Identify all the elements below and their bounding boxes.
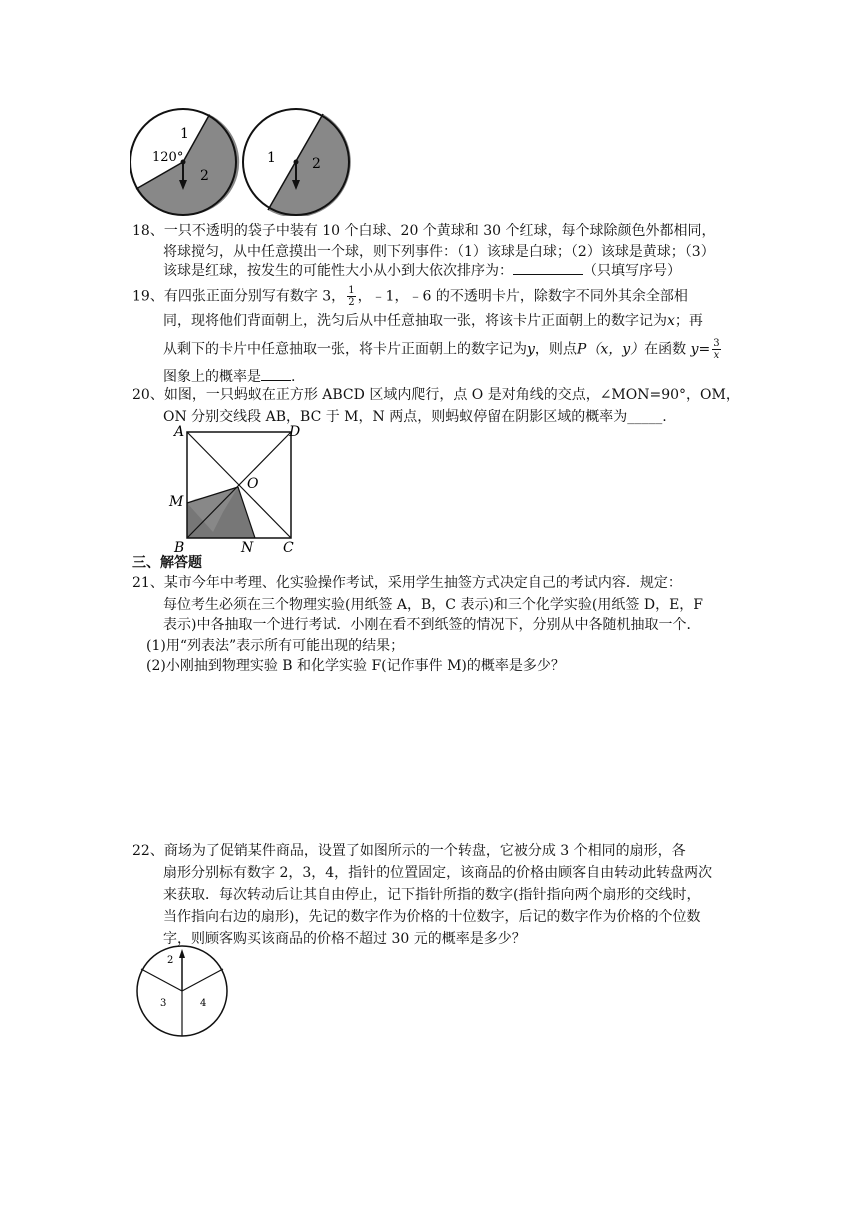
q18-line2: 将球搅匀，从中任意摸出一个球，则下列事件：（1）该球是白球；（2）该球是黄球；（3） (163, 244, 715, 260)
q22-line2: 扇形分别标有数字 2，3，4，指针的位置固定，该商品的价格由顾客自由转动此转盘两次 (163, 865, 713, 881)
q19-func-eq: = (698, 341, 711, 358)
q21-line4: (1)用“列表法”表示所有可能出现的结果； (146, 638, 405, 654)
q19-text-2b: ；再 (674, 313, 703, 329)
q18-text-1: 一只不透明的袋子中装有 10 个白球、20 个黄球和 30 个红球，每个球除颜色外都相同， (163, 223, 716, 239)
q22-line4: 当作指向右边的扇形)，先记的数字作为价格的十位数字，后记的数字作为价格的个位数 (163, 909, 701, 925)
sector-label-4: 4 (200, 998, 207, 1009)
section-heading: 三、解答题 (132, 555, 202, 571)
square-figure (165, 422, 305, 554)
q20-text-2-end: . (662, 409, 667, 425)
q19-line1 (132, 285, 688, 308)
q22-line5: 字，则顾客购买该商品的价格不超过 30 元的概率是多少？ (163, 931, 526, 947)
q19-func-fraction (712, 338, 720, 361)
label-D: D (289, 424, 301, 440)
q22-line3: 来获取．每次转动后让其自由停止，记下指针所指的数字(指针指向两个扇形的交线时， (163, 887, 701, 903)
label-B: B (174, 540, 185, 554)
q19-line3 (163, 338, 723, 361)
q19-text-4: 图象上的概率是 (163, 369, 261, 385)
right-spinner (243, 109, 351, 216)
q21-number: 21、 (132, 575, 164, 591)
label-C: C (283, 540, 294, 554)
spinner-figures (130, 104, 355, 216)
q18-text-3: 该球是红球，按发生的可能性大小从小到大依次排序为： (163, 263, 513, 279)
q19-text-3a: 从剩下的卡片中任意抽取一张，将卡片正面朝上的数字记为 (163, 341, 527, 358)
sector-label-3: 3 (160, 998, 167, 1009)
q19-var-x: x (667, 313, 675, 329)
q22-text-1: 商场为了促销某件商品，设置了如图所示的一个转盘，它被分成 3 个相同的扇形，各 (163, 843, 686, 859)
q19-point: P（x，y） (576, 341, 645, 358)
q19-fraction (347, 285, 355, 308)
q22-number: 22、 (132, 843, 164, 859)
q19-text-3b: ，则点 (534, 341, 577, 358)
left-label-1: 1 (180, 126, 189, 142)
q18-answer-blank[interactable] (513, 260, 583, 275)
q22-line1 (132, 840, 686, 862)
q21-text-1: 某市今年中考理、化实验操作考试，采用学生抽签方式决定自己的考试内容．规定： (163, 575, 682, 591)
q19-func-y: y (690, 341, 699, 358)
angle-label: 120° (152, 150, 184, 165)
q18-line3 (163, 260, 681, 282)
q18-number: 18、 (132, 223, 164, 239)
label-M: M (169, 494, 184, 510)
q19-text-4-end: . (291, 369, 296, 385)
left-label-2: 2 (200, 168, 209, 184)
q21-line3: 表示)中各抽取一个进行考试．小刚在看不到纸签的情况下，分别从中各随机抽取一个． (163, 617, 701, 633)
q21-line2: 每位考生必须在三个物理实验(用纸签 A，B，C 表示)和三个化学实验(用纸签 D，E，F (163, 597, 704, 613)
label-N: N (241, 540, 254, 554)
q19-text-2a: 同，现将他们背面朝上，洗匀后从中任意抽取一张，将该卡片正面朝上的数字记为 (163, 313, 667, 329)
q18-text-3b: （只填写序号） (583, 263, 681, 279)
sector-label-2: 2 (167, 955, 174, 966)
left-spinner (130, 105, 239, 215)
q19-frac-den: 2 (348, 297, 355, 308)
q21-line1 (132, 572, 682, 594)
q20-text-2a: ON 分别交线段 AB，BC 于 M，N 两点，则蚂蚁停留在阴影区域的概率为 (163, 409, 628, 425)
q19-func-den: x (713, 350, 720, 361)
label-A: A (174, 424, 185, 440)
q19-answer-blank[interactable] (261, 366, 291, 381)
q19-text-3c: 在函数 (644, 341, 687, 358)
right-label-2: 2 (312, 156, 321, 172)
label-O: O (247, 476, 259, 492)
q20-answer-blank[interactable]: _____ (627, 409, 663, 425)
q18-line1 (132, 220, 716, 242)
q20-line1 (132, 384, 740, 406)
q19-text-1b: ，﹣1，﹣6 的不透明卡片，除数字不同外其余全部相 (357, 288, 688, 305)
q19-frac-num: 1 (348, 285, 355, 296)
q19-line2 (163, 310, 703, 332)
q19-text-1a: 有四张正面分别写有数字 3， (163, 288, 346, 305)
q19-var-y: y (527, 341, 535, 358)
q20-number: 20、 (132, 387, 164, 403)
q19-func-num: 3 (713, 338, 720, 349)
q20-text-1: 如图，一只蚂蚁在正方形 ABCD 区域内爬行，点 O 是对角线的交点，∠MON=90°，OM， (163, 387, 740, 403)
q22-spinner (128, 944, 236, 1040)
right-label-1: 1 (267, 150, 276, 166)
q19-number: 19、 (132, 288, 164, 305)
q21-line5: (2)小刚抽到物理实验 B 和化学实验 F(记作事件 M)的概率是多少？ (146, 658, 565, 674)
